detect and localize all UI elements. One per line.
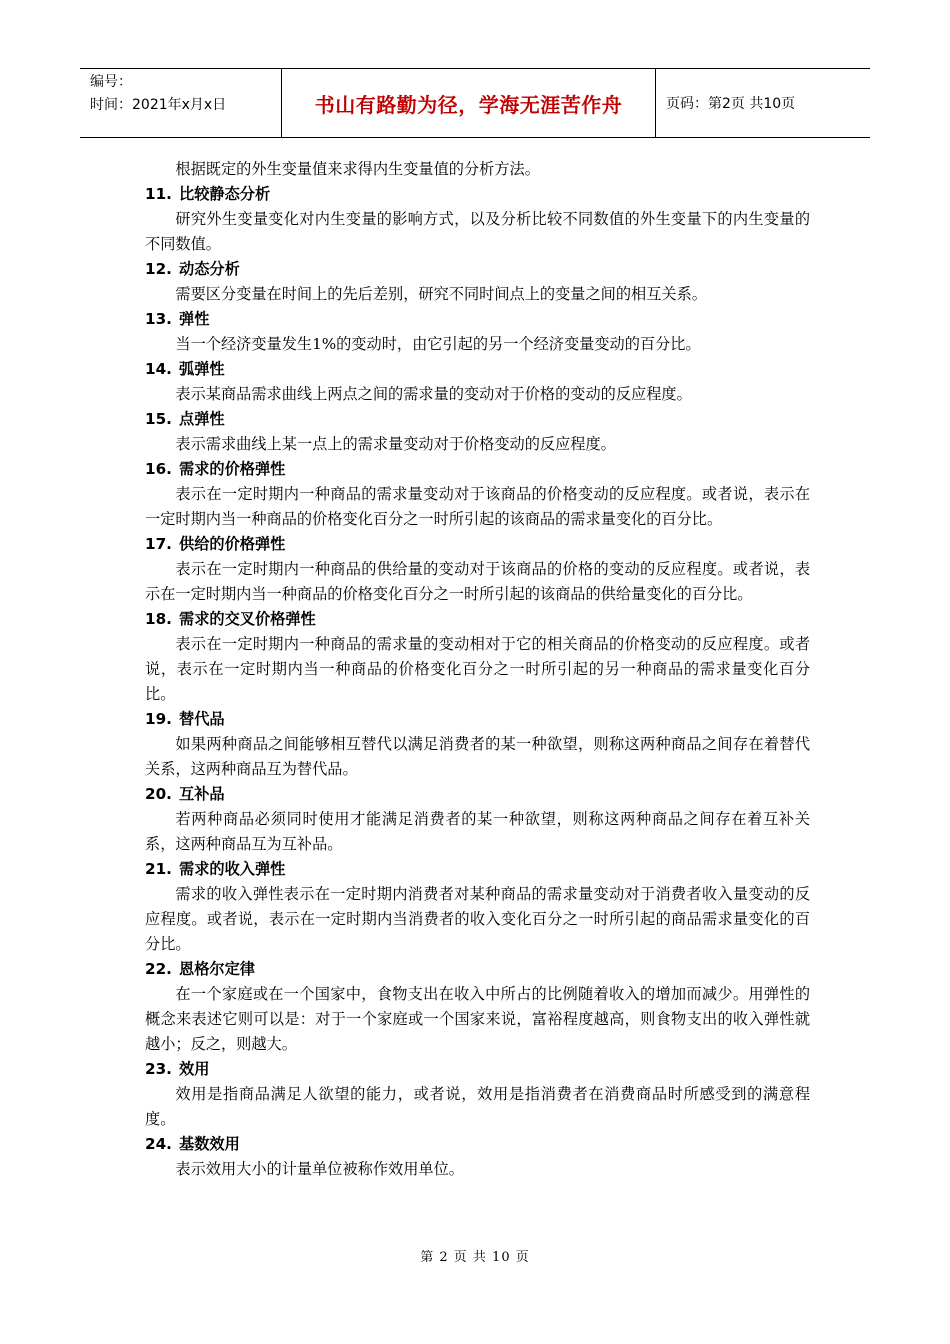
definition-text: 若两种商品必须同时使用才能满足消费者的某一种欲望，则称这两种商品之间存在着互补关系，这两种商品互为互补品。 bbox=[145, 810, 810, 853]
term-name: 需求的收入弹性 bbox=[179, 860, 286, 878]
term-number: 13. bbox=[145, 310, 172, 328]
term-name: 供给的价格弹性 bbox=[179, 535, 286, 553]
header-page-number: 页码：第2页 共10页 bbox=[666, 96, 796, 112]
definition-text: 如果两种商品之间能够相互替代以满足消费者的某一种欲望，则称这两种商品之间存在着替代关系，这两种商品互为替代品。 bbox=[145, 735, 810, 778]
definition-term bbox=[145, 957, 810, 982]
term-name: 动态分析 bbox=[179, 260, 240, 278]
term-number: 12. bbox=[145, 260, 172, 278]
term-number: 22. bbox=[145, 960, 172, 978]
term-name: 比较静态分析 bbox=[179, 185, 271, 203]
definition-text: 表示需求曲线上某一点上的需求量变动对于价格变动的反应程度。 bbox=[175, 435, 616, 453]
term-number: 14. bbox=[145, 360, 172, 378]
definition-text: 需要区分变量在时间上的先后差别，研究不同时间点上的变量之间的相互关系。 bbox=[175, 285, 707, 303]
definition-term bbox=[145, 707, 810, 732]
document-number-label: 编号： bbox=[90, 74, 132, 90]
definition-list bbox=[145, 182, 810, 1182]
term-name: 点弹性 bbox=[179, 410, 225, 428]
definition-text: 研究外生变量变化对内生变量的影响方式，以及分析比较不同数值的外生变量下的内生变量的不同数值。 bbox=[145, 210, 810, 253]
term-number: 20. bbox=[145, 785, 172, 803]
term-number: 16. bbox=[145, 460, 172, 478]
term-name: 需求的交叉价格弹性 bbox=[179, 610, 316, 628]
definition-text: 表示在一定时期内一种商品的需求量的变动相对于它的相关商品的价格变动的反应程度。或者说，表示在一定时期内当一种商品的价格变化百分之一时所引起的另一种商品的需求量变化百分比。 bbox=[145, 635, 810, 703]
term-name: 需求的价格弹性 bbox=[179, 460, 286, 478]
definition-text: 表示在一定时期内一种商品的需求量变动对于该商品的价格变动的反应程度。或者说，表示在一定时期内当一种商品的价格变化百分之一时所引起的该商品的需求量变化的百分比。 bbox=[145, 485, 810, 528]
definition-term bbox=[145, 1132, 810, 1157]
term-number: 23. bbox=[145, 1060, 172, 1078]
term-number: 15. bbox=[145, 410, 172, 428]
header-motto-cell bbox=[282, 69, 656, 137]
term-number: 11. bbox=[145, 185, 172, 203]
definition-text: 表示效用大小的计量单位被称作效用单位。 bbox=[175, 1160, 464, 1178]
definition-term bbox=[145, 1057, 810, 1082]
term-name: 弧弹性 bbox=[179, 360, 225, 378]
term-name: 弹性 bbox=[179, 310, 210, 328]
definition-text: 表示某商品需求曲线上两点之间的需求量的变动对于价格的变动的反应程度。 bbox=[175, 385, 692, 403]
page-footer: 第 2 页 共 10 页 bbox=[420, 1250, 530, 1265]
definition-term bbox=[145, 307, 810, 332]
page-header bbox=[80, 68, 870, 138]
term-number: 21. bbox=[145, 860, 172, 878]
definition-text: 在一个家庭或在一个国家中，食物支出在收入中所占的比例随着收入的增加而减少。用弹性的概念来表述它则可以是：对于一个家庭或一个国家来说，富裕程度越高，则食物支出的收入弹性就越小；反之，则越大。 bbox=[145, 985, 810, 1053]
term-name: 恩格尔定律 bbox=[179, 960, 255, 978]
definition-text: 表示在一定时期内一种商品的供给量的变动对于该商品的价格的变动的反应程度。或者说，表示在一定时期内当一种商品的价格变化百分之一时所引起的该商品的供给量变化的百分比。 bbox=[145, 560, 810, 603]
definition-term bbox=[145, 532, 810, 557]
term-name: 互补品 bbox=[179, 785, 225, 803]
term-number: 18. bbox=[145, 610, 172, 628]
term-number: 24. bbox=[145, 1135, 172, 1153]
definition-term bbox=[145, 182, 810, 207]
document-time-label: 时间：2021年x月x日 bbox=[90, 97, 227, 113]
definition-term bbox=[145, 357, 810, 382]
definition-term bbox=[145, 607, 810, 632]
header-motto: 书山有路勤为径，学海无涯苦作舟 bbox=[314, 92, 623, 117]
definition-term bbox=[145, 407, 810, 432]
definition-text: 当一个经济变量发生1%的变动时，由它引起的另一个经济变量变动的百分比。 bbox=[175, 335, 701, 353]
header-page-cell bbox=[656, 69, 870, 137]
definition-term bbox=[145, 257, 810, 282]
definition-text: 需求的收入弹性表示在一定时期内消费者对某种商品的需求量变动对于消费者收入量变动的反应程度。或者说，表示在一定时期内当消费者的收入变化百分之一时所引起的商品需求量变化的百分比。 bbox=[145, 885, 810, 953]
definition-term bbox=[145, 457, 810, 482]
term-number: 17. bbox=[145, 535, 172, 553]
term-name: 效用 bbox=[179, 1060, 210, 1078]
term-name: 替代品 bbox=[179, 710, 225, 728]
definition-term bbox=[145, 857, 810, 882]
header-meta bbox=[80, 69, 282, 137]
document-body bbox=[145, 157, 810, 1182]
definition-term bbox=[145, 782, 810, 807]
term-name: 基数效用 bbox=[179, 1135, 240, 1153]
definition-text: 效用是指商品满足人欲望的能力，或者说，效用是指消费者在消费商品时所感受到的满意程度。 bbox=[145, 1085, 810, 1128]
term-number: 19. bbox=[145, 710, 172, 728]
intro-paragraph: 根据既定的外生变量值来求得内生变量值的分析方法。 bbox=[175, 160, 540, 178]
